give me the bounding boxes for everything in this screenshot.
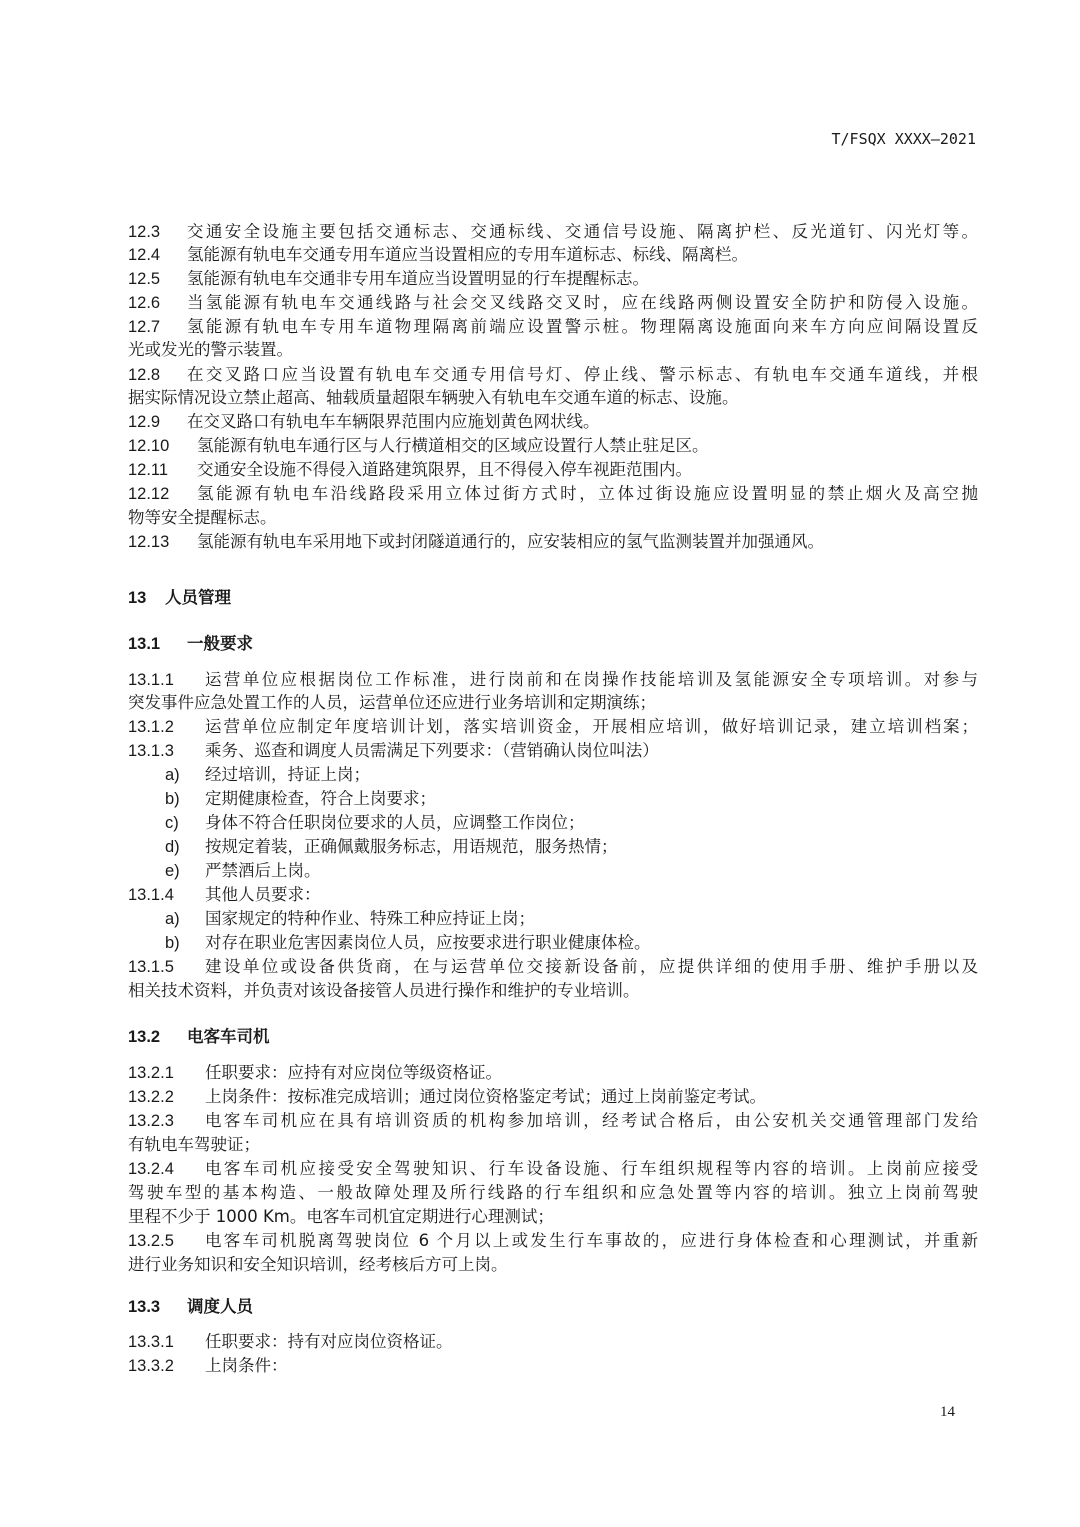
clause-number: 13.2.4 [128, 1160, 174, 1178]
clause-number: 13.1.5 [128, 958, 174, 976]
clause-text: 定期健康检查，符合上岗要求； [205, 789, 436, 808]
clause-number: 12.11 [128, 461, 169, 479]
clause-line [128, 1254, 508, 1276]
heading-text: 电客车司机 [187, 1027, 270, 1046]
list-item-line [165, 860, 321, 882]
clause-number: 13.3.1 [128, 1333, 174, 1351]
clause-line [128, 884, 321, 906]
item-label: b) [165, 934, 180, 952]
clause-text: 对存在职业危害因素岗位人员，应按要求进行职业健康体检。 [205, 933, 651, 952]
clause-text: 氢能源有轨电车交通非专用车道应当设置明显的行车提醒标志。 [187, 269, 649, 288]
section-heading [128, 587, 231, 609]
clause-text: 相关技术资料，并负责对该设备接管人员进行操作和维护的专业培训。 [128, 981, 640, 1000]
document-code-header: T/FSQX XXXX—2021 [831, 130, 976, 148]
list-item-line [165, 764, 370, 786]
list-item-line [165, 908, 535, 930]
clause-number: 12.5 [128, 270, 161, 288]
clause-text: 运营单位应制定年度培训计划，落实培训资金，开展相应培训，做好培训记录，建立培训档案； [205, 717, 978, 736]
clause-line [128, 244, 748, 266]
clause-text: 上岗条件： [205, 1356, 288, 1375]
clause-number: 12.10 [128, 437, 170, 455]
section-heading [128, 1296, 253, 1318]
clause-text: 电客车司机应在具有培训资质的机构参加培训，经考试合格后，由公安机关交通管理部门发给 [205, 1111, 978, 1130]
clause-number: 13.2.2 [128, 1088, 174, 1106]
clause-line [128, 221, 978, 243]
clause-text: 建设单位或设备供货商，在与运营单位交接新设备前，应提供详细的使用手册、维护手册以及 [205, 957, 978, 976]
clause-number: 13.2.3 [128, 1112, 174, 1130]
clause-number: 12.3 [128, 223, 161, 241]
clause-line [128, 483, 978, 505]
clause-text: 突发事件应急处置工作的人员，运营单位还应进行业务培训和定期演练； [128, 693, 656, 712]
clause-text: 身体不符合任职岗位要求的人员，应调整工作岗位； [205, 813, 585, 832]
clause-number: 13.1.3 [128, 742, 174, 760]
clause-line [128, 459, 692, 481]
item-label: a) [165, 766, 180, 784]
list-item-line [165, 932, 651, 954]
clause-line [128, 740, 659, 762]
clause-line [128, 387, 739, 409]
clause-number: 13.2 [128, 1028, 161, 1046]
heading-text: 一般要求 [187, 634, 253, 653]
clause-line [128, 1062, 502, 1084]
clause-text: 里程不少于 1000 Km。电客车司机宜定期进行心理测试； [128, 1207, 554, 1226]
clause-line [128, 716, 978, 738]
clause-text: 交通安全设施不得侵入道路建筑限界，且不得侵入停车视距范围内。 [197, 460, 692, 479]
clause-text: 电客车司机应接受安全驾驶知识、行车设备设施、行车组织规程等内容的培训。上岗前应接受 [205, 1159, 978, 1178]
clause-text: 当氢能源有轨电车交通线路与社会交叉线路交叉时，应在线路两侧设置安全防护和防侵入设施。 [187, 293, 978, 312]
clause-text: 在交叉路口应当设置有轨电车交通专用信号灯、停止线、警示标志、有轨电车交通车道线，并根 [187, 365, 978, 384]
clause-text: 任职要求：应持有对应岗位等级资格证。 [205, 1063, 502, 1082]
clause-text: 乘务、巡查和调度人员需满足下列要求：（营销确认岗位叫法） [205, 741, 659, 760]
clause-text: 任职要求：持有对应岗位资格证。 [205, 1332, 453, 1351]
clause-line [128, 1110, 978, 1132]
clause-text: 氢能源有轨电车采用地下或封闭隧道通行的，应安装相应的氢气监测装置并加强通风。 [197, 532, 824, 551]
clause-line [128, 435, 709, 457]
clause-line [128, 1182, 978, 1204]
clause-line [128, 980, 640, 1002]
item-label: c) [165, 814, 179, 832]
clause-text: 氢能源有轨电车专用车道物理隔离前端应设置警示桩。物理隔离设施面向来车方向应间隔设置反 [187, 317, 978, 336]
clause-line [128, 1086, 766, 1108]
clause-text: 光或发光的警示装置。 [128, 340, 293, 359]
clause-line [128, 507, 277, 529]
clause-number: 13.3 [128, 1298, 161, 1316]
clause-text: 其他人员要求： [205, 885, 321, 904]
clause-line [128, 669, 978, 691]
clause-text: 氢能源有轨电车交通专用车道应当设置相应的专用车道标志、标线、隔离栏。 [187, 245, 748, 264]
clause-text: 运营单位应根据岗位工作标准，进行岗前和在岗操作技能培训及氢能源安全专项培训。对参与 [205, 670, 978, 689]
heading-text: 人员管理 [165, 588, 231, 607]
clause-number: 13 [128, 589, 147, 607]
clause-text: 电客车司机脱离驾驶岗位 6 个月以上或发生行车事故的，应进行身体检查和心理测试，并重新 [205, 1231, 978, 1250]
clause-number: 12.4 [128, 246, 161, 264]
section-heading [128, 1026, 270, 1048]
clause-text: 进行业务知识和安全知识培训，经考核后方可上岗。 [128, 1255, 508, 1274]
clause-text: 严禁酒后上岗。 [205, 861, 321, 880]
clause-text: 氢能源有轨电车通行区与人行横道相交的区域应设置行人禁止驻足区。 [197, 436, 709, 455]
clause-number: 12.13 [128, 533, 170, 551]
clause-number: 13.1 [128, 635, 161, 653]
clause-text: 按规定着装，正确佩戴服务标志，用语规范，服务热情； [205, 837, 618, 856]
clause-number: 13.3.2 [128, 1357, 174, 1375]
clause-line [128, 531, 824, 553]
clause-text: 上岗条件：按标准完成培训；通过岗位资格鉴定考试；通过上岗前鉴定考试。 [205, 1087, 766, 1106]
clause-number: 12.8 [128, 366, 161, 384]
clause-text: 物等安全提醒标志。 [128, 508, 277, 527]
clause-number: 12.6 [128, 294, 161, 312]
clause-number: 13.2.1 [128, 1064, 174, 1082]
clause-line [128, 1206, 554, 1228]
clause-line [128, 316, 978, 338]
clause-text: 驾驶车型的基本构造、一般故障处理及所行线路的行车组织和应急处置等内容的培训。独立上岗前驾驶 [128, 1183, 978, 1202]
clause-text: 氢能源有轨电车沿线路段采用立体过街方式时，立体过街设施应设置明显的禁止烟火及高空抛 [197, 484, 978, 503]
item-label: d) [165, 838, 180, 856]
clause-number: 13.1.1 [128, 671, 174, 689]
clause-line [128, 1158, 978, 1180]
clause-text: 据实际情况设立禁止超高、轴载质量超限车辆驶入有轨电车交通车道的标志、设施。 [128, 388, 739, 407]
clause-text: 国家规定的特种作业、特殊工种应持证上岗； [205, 909, 535, 928]
list-item-line [165, 836, 618, 858]
heading-text: 调度人员 [187, 1297, 253, 1316]
clause-line [128, 364, 978, 386]
clause-number: 13.1.4 [128, 886, 174, 904]
clause-number: 12.12 [128, 485, 170, 503]
clause-text: 经过培训，持证上岗； [205, 765, 370, 784]
clause-number: 13.1.2 [128, 718, 174, 736]
clause-line [128, 1355, 288, 1377]
clause-line [128, 411, 600, 433]
clause-number: 12.7 [128, 318, 161, 336]
list-item-line [165, 812, 585, 834]
item-label: b) [165, 790, 180, 808]
clause-number: 13.2.5 [128, 1232, 174, 1250]
list-item-line [165, 788, 436, 810]
clause-text: 有轨电车驾驶证； [128, 1135, 260, 1154]
clause-line [128, 692, 656, 714]
clause-text: 交通安全设施主要包括交通标志、交通标线、交通信号设施、隔离护栏、反光道钉、闪光灯等。 [187, 222, 978, 241]
clause-line [128, 268, 649, 290]
section-heading [128, 633, 253, 655]
page-number: 14 [940, 1404, 955, 1420]
clause-number: 12.9 [128, 413, 161, 431]
clause-line [128, 1331, 453, 1353]
item-label: e) [165, 862, 180, 880]
clause-text: 在交叉路口有轨电车车辆限界范围内应施划黄色网状线。 [187, 412, 600, 431]
clause-line [128, 339, 293, 361]
item-label: a) [165, 910, 180, 928]
clause-line [128, 1230, 978, 1252]
clause-line [128, 292, 978, 314]
clause-line [128, 956, 978, 978]
clause-line [128, 1134, 260, 1156]
